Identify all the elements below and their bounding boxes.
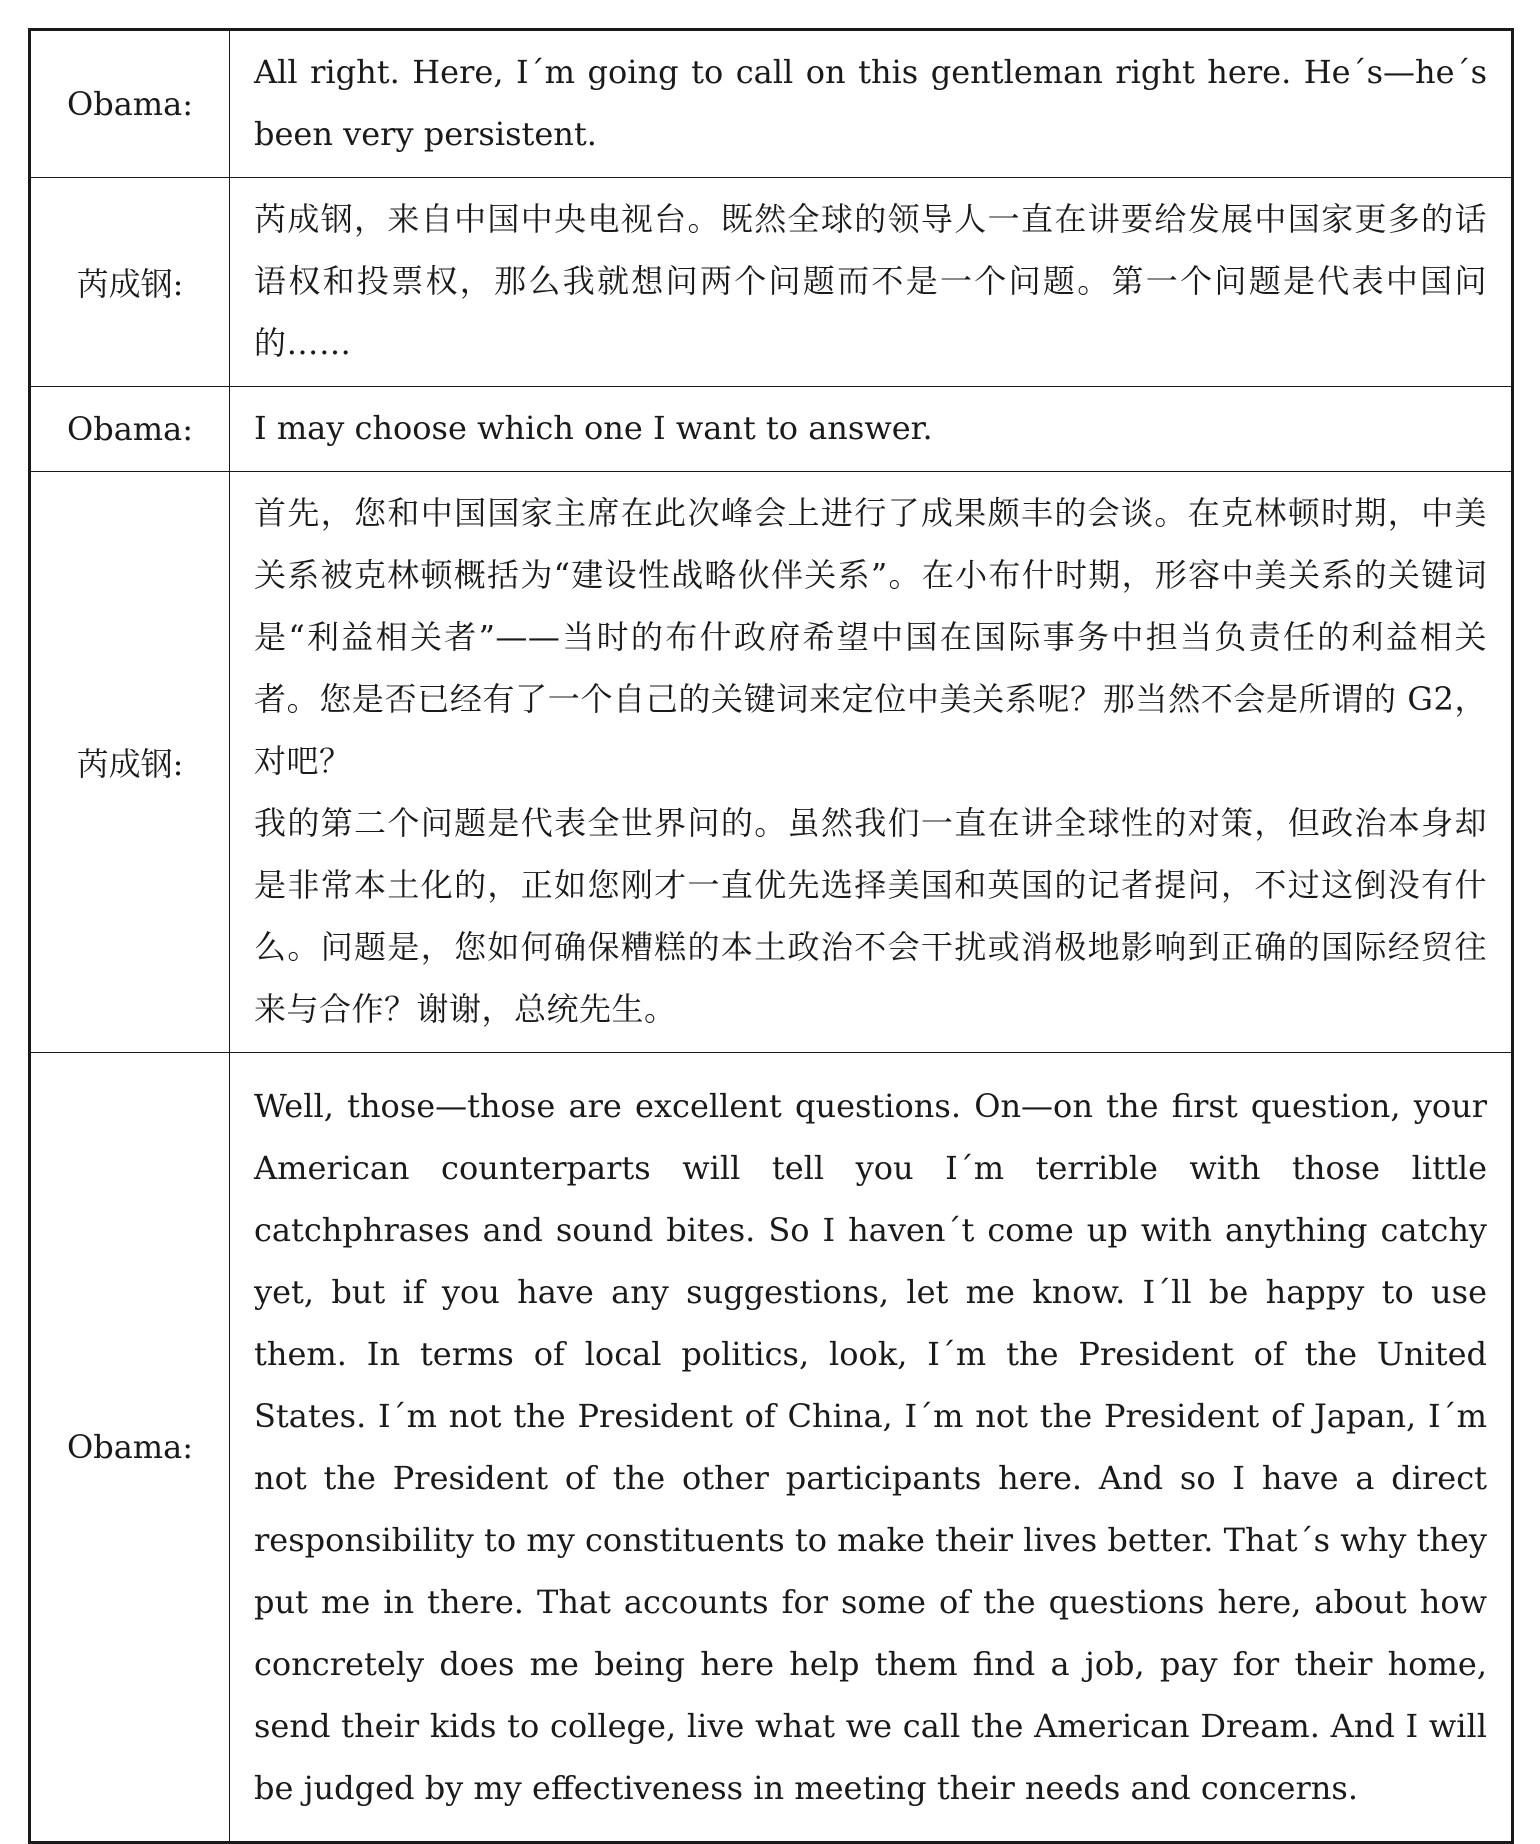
speech-cell bbox=[230, 30, 1513, 178]
speech-cell bbox=[230, 178, 1513, 387]
table-row bbox=[30, 1053, 1513, 1843]
transcript-table bbox=[28, 28, 1514, 1844]
table-row bbox=[30, 387, 1513, 472]
speaker-cell: 芮成钢: bbox=[30, 472, 230, 1053]
speaker-cell: 芮成钢: bbox=[30, 178, 230, 387]
speech-paragraph: I may choose which one I want to answer. bbox=[254, 409, 933, 447]
table-row bbox=[30, 472, 1513, 1053]
speaker-cell: Obama: bbox=[30, 387, 230, 472]
table-row bbox=[30, 178, 1513, 387]
speech-cell bbox=[230, 472, 1513, 1053]
speech-paragraph: 首先，您和中国国家主席在此次峰会上进行了成果颇丰的会谈。在克林顿时期，中美关系被克林顿概括为“建设性战略伙伴关系”。在小布什时期，形容中美关系的关键词是“利益相关者”——当时的布什政府希望中国在国际事务中担当负责任的利益相关者。您是否已经有了一个自己的关键词来定位中美关系呢？那当然不会是所谓的 G2，对吧？ bbox=[254, 494, 1487, 780]
speaker-cell: Obama: bbox=[30, 1053, 230, 1843]
speech-paragraph: 我的第二个问题是代表全世界问的。虽然我们一直在讲全球性的对策，但政治本身却是非常本土化的，正如您刚才一直优先选择美国和英国的记者提问，不过这倒没有什么。问题是，您如何确保糟糕的本土政治不会干扰或消极地影响到正确的国际经贸往来与合作？谢谢，总统先生。 bbox=[254, 804, 1487, 1028]
table-row bbox=[30, 30, 1513, 178]
speaker-cell: Obama: bbox=[30, 30, 230, 178]
speech-paragraph: Well, those—those are excellent questions. On—on the first question, your American counterparts will tell you I´m terrible with those little catchphrases and sound bites. So I haven´t come up with anything catchy yet, but if you have any suggestions, let me know. I´ll be happy to use them. In terms of local politics, look, I´m the President of the United States. I´m not the President of China, I´m not the President of Japan, I´m not the President of the other participants here. And so I have a direct responsibility to my constituents to make their lives better. That´s why they put me in there. That accounts for some of the questions here, about how concretely does me being here help them find a job, pay for their home, send their kids to college, live what we call the American Dream. And I will be judged by my effectiveness in meeting their needs and concerns. bbox=[254, 1087, 1487, 1807]
speech-paragraph: All right. Here, I´m going to call on this gentleman right here. He´s—he´s been very persistent. bbox=[254, 53, 1487, 153]
speech-cell bbox=[230, 387, 1513, 472]
speech-cell bbox=[230, 1053, 1513, 1843]
speech-paragraph: 芮成钢，来自中国中央电视台。既然全球的领导人一直在讲要给发展中国家更多的话语权和投票权，那么我就想问两个问题而不是一个问题。第一个问题是代表中国问的…… bbox=[254, 200, 1487, 362]
